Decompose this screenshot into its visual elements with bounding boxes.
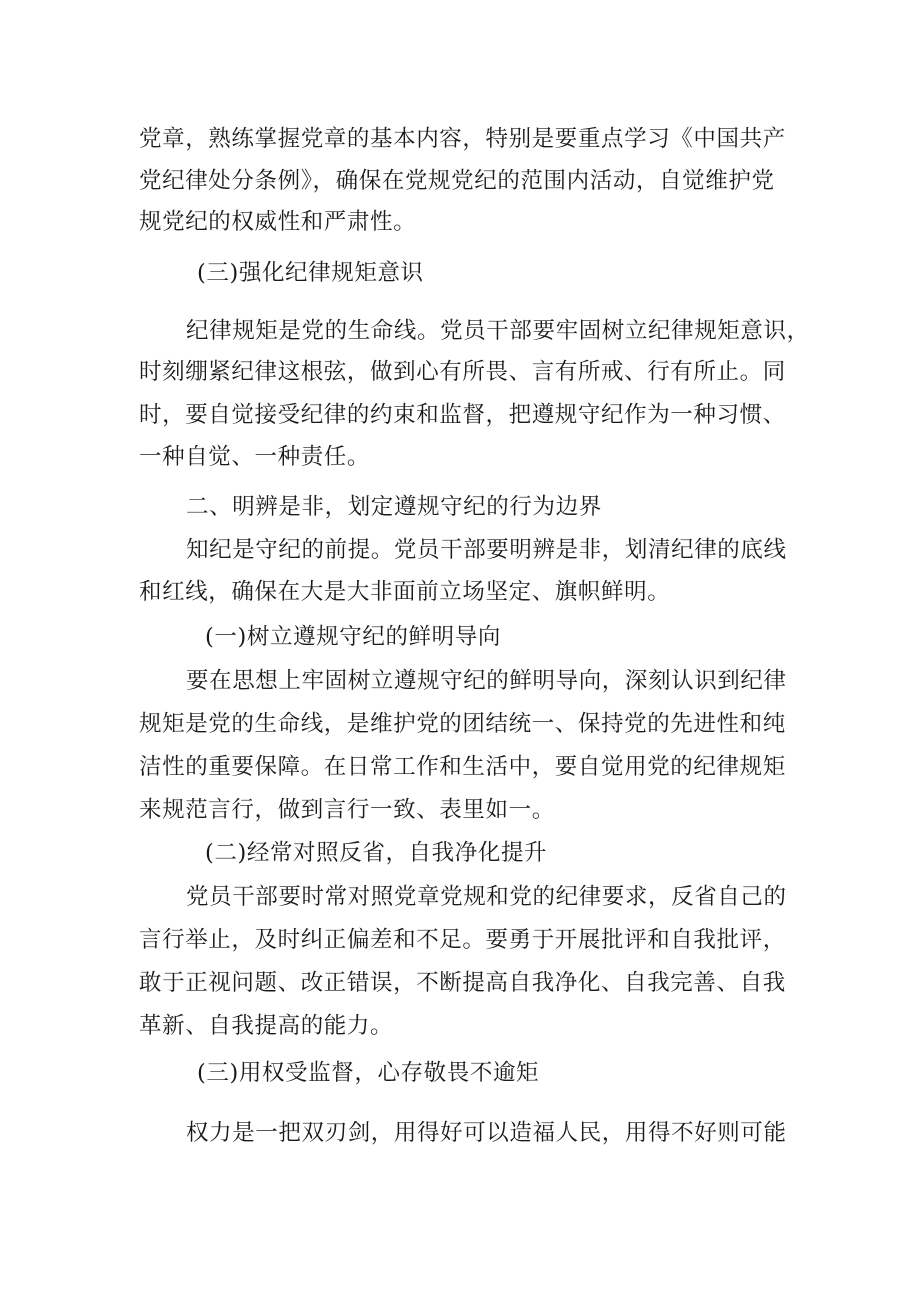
paragraph-line: 革新、自我提高的能力。 — [139, 1013, 394, 1039]
paragraph-line: 和红线，确保在大是大非面前立场坚定、旗帜鲜明。 — [139, 579, 671, 605]
paragraph-line: 党章，熟练掌握党章的基本内容，特别是要重点学习《中国共产 — [139, 126, 786, 152]
section-heading: (三)强化纪律规矩意识 — [197, 260, 424, 286]
paragraph-line: 时，要自觉接受纪律的约束和监督，把遵规守纪作为一种习惯、 — [139, 402, 786, 428]
paragraph-line: 来规范言行，做到言行一致、表里如一。 — [139, 797, 555, 823]
paragraph-line: 权力是一把双刃剑，用得好可以造福人民，用得不好则可能 — [186, 1120, 787, 1146]
chapter-heading: 二、明辨是非，划定遵规守纪的行为边界 — [186, 494, 602, 520]
paragraph-line: 洁性的重要保障。在日常工作和生活中，要自觉用党的纪律规矩 — [139, 754, 786, 780]
paragraph-line: 言行举止，及时纠正偏差和不足。要勇于开展批评和自我批评， — [139, 927, 786, 953]
paragraph-line: 党纪律处分条例》，确保在党规党纪的范围内活动，自觉维护党 — [139, 168, 775, 194]
paragraph-line: 时刻绷紧纪律这根弦，做到心有所畏、言有所戒、行有所止。同 — [139, 359, 786, 385]
section-heading: (一)树立遵规守纪的鲜明导向 — [205, 624, 501, 650]
section-heading: (三)用权受监督，心存敬畏不逾矩 — [197, 1060, 540, 1086]
paragraph-line: 规党纪的权威性和严肃性。 — [139, 209, 417, 235]
section-heading: (二)经常对照反省，自我净化提升 — [205, 840, 548, 866]
paragraph-line: 知纪是守纪的前提。党员干部要明辨是非，划清纪律的底线 — [186, 537, 787, 563]
paragraph-line: 敢于正视问题、改正错误，不断提高自我净化、自我完善、自我 — [139, 970, 786, 996]
paragraph-line: 党员干部要时常对照党章党规和党的纪律要求，反省自己的 — [186, 884, 787, 910]
paragraph-line: 一种自觉、一种责任。 — [139, 444, 371, 470]
paragraph-line: 规矩是党的生命线，是维护党的团结统一、保持党的先进性和纯 — [139, 711, 786, 737]
paragraph-line: 要在思想上牢固树立遵规守纪的鲜明导向，深刻认识到纪律 — [186, 668, 787, 694]
paragraph-line: 纪律规矩是党的生命线。党员干部要牢固树立纪律规矩意识， — [186, 318, 810, 344]
